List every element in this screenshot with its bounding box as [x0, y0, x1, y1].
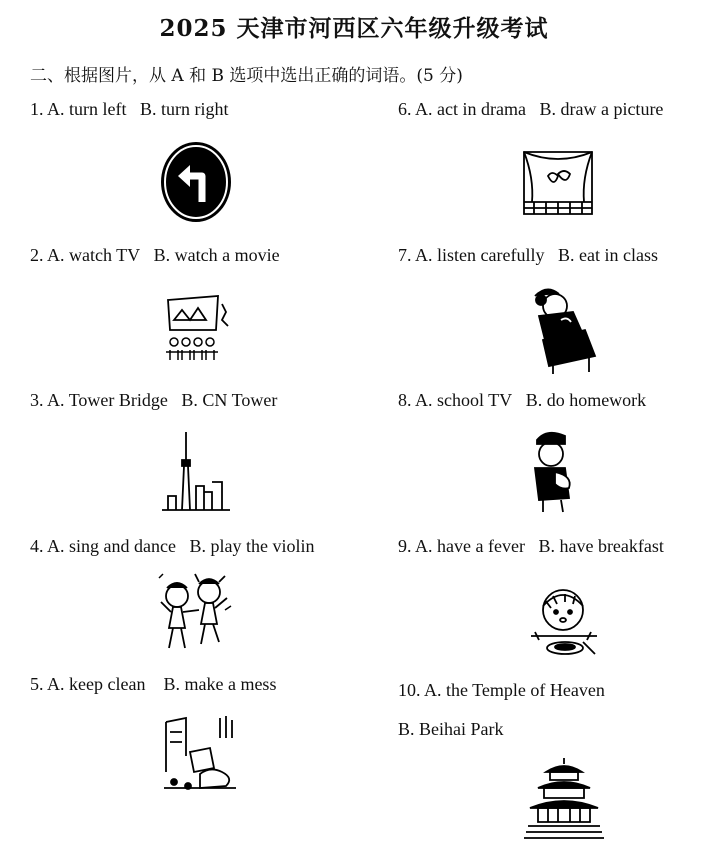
option-a: A. school TV	[415, 390, 513, 410]
page-title: 2025 天津市河西区六年级升级考试	[159, 15, 549, 42]
question-number: 5.	[30, 674, 44, 694]
question-1	[30, 99, 229, 120]
cinema-audience-icon	[160, 290, 236, 366]
option-a: A. turn left	[47, 99, 127, 119]
question-number: 7.	[398, 245, 412, 265]
cn-tower-icon	[160, 430, 232, 514]
question-number: 8.	[398, 390, 412, 410]
student-at-desk-icon	[525, 286, 605, 376]
question-number: 10.	[398, 680, 421, 700]
girl-eating-icon	[525, 582, 605, 662]
temple-of-heaven-icon	[522, 756, 606, 844]
option-a: A. listen carefully	[415, 245, 545, 265]
option-b: B. watch a movie	[153, 245, 280, 265]
question-5	[30, 674, 276, 695]
option-a: A. Tower Bridge	[47, 390, 168, 410]
option-b: B. CN Tower	[181, 390, 278, 410]
option-a: A. have a fever	[415, 536, 525, 556]
question-3	[30, 390, 277, 411]
question-number: 9.	[398, 536, 412, 556]
option-b: B. eat in class	[557, 245, 658, 265]
question-2	[30, 245, 280, 266]
question-8	[398, 390, 646, 411]
question-10-option-b: B. Beihai Park	[398, 719, 504, 739]
option-b: B. turn right	[140, 99, 229, 119]
option-a: A. the Temple of Heaven	[424, 680, 605, 700]
question-number: 6.	[398, 99, 412, 119]
option-b: B. do homework	[525, 390, 647, 410]
option-a: A. keep clean	[47, 674, 146, 694]
question-10	[398, 680, 605, 701]
option-b: B. play the violin	[189, 536, 315, 556]
question-4	[30, 536, 314, 557]
option-b: B. have breakfast	[538, 536, 664, 556]
option-a: A. watch TV	[47, 245, 141, 265]
question-7	[398, 245, 658, 266]
section-heading: 二、根据图片，从 A 和 B 选项中选出正确的词语。(5 分)	[30, 66, 463, 86]
question-6	[398, 99, 663, 120]
option-a: A. act in drama	[415, 99, 526, 119]
messy-room-icon	[160, 712, 240, 792]
boy-writing-icon	[525, 428, 585, 514]
question-number: 3.	[30, 390, 44, 410]
question-number: 2.	[30, 245, 44, 265]
theater-stage-icon	[520, 148, 596, 218]
option-b: B. make a mess	[163, 674, 277, 694]
option-b: B. draw a picture	[539, 99, 664, 119]
question-number: 4.	[30, 536, 44, 556]
children-dancing-icon	[155, 570, 235, 656]
option-a: A. sing and dance	[47, 536, 176, 556]
question-9	[398, 536, 664, 557]
turn-left-sign-icon	[158, 140, 234, 224]
question-number: 1.	[30, 99, 44, 119]
